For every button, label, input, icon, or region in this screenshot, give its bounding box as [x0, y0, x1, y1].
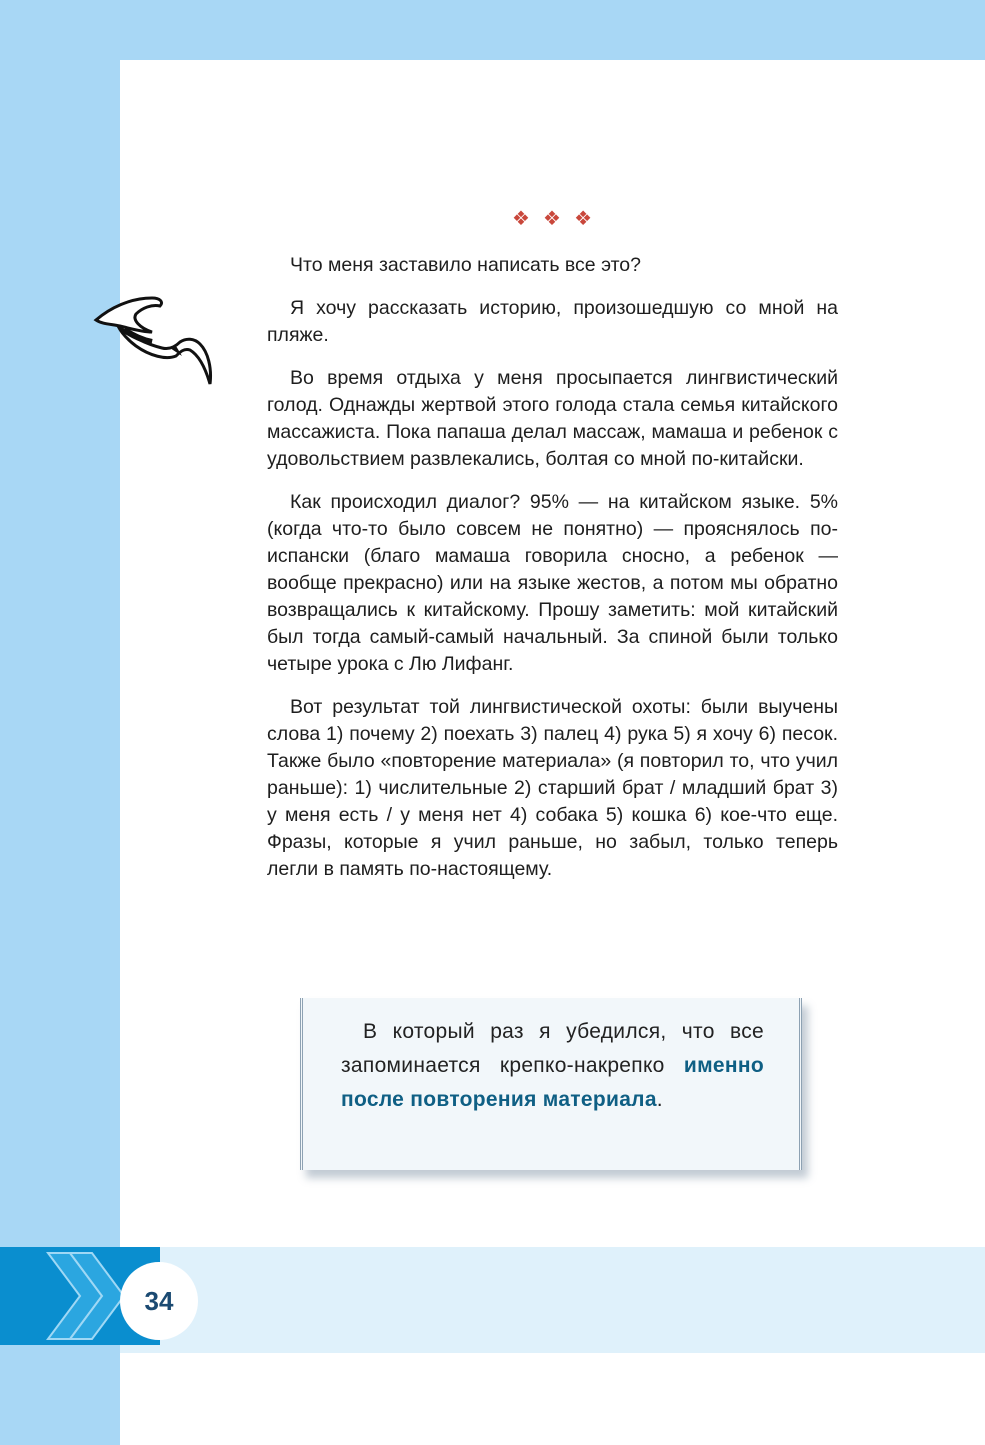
- left-frame-band: [0, 0, 120, 1445]
- top-frame-band: [0, 0, 985, 60]
- callout-text-before: В который раз я убедился, что все запоминается крепко-накрепко: [341, 1020, 764, 1077]
- section-ornament: [512, 206, 592, 230]
- page-number: 34: [144, 1285, 174, 1316]
- callout-box: [300, 998, 802, 1170]
- ornament-diamond-icon: ❖: [543, 207, 561, 230]
- paragraph: Вот результат той лингвистической охоты: были выучены слова 1) почему 2) поехать 3) палец 4) рука 5) я хочу 6) песок. Также было «повторение материала» (я повторил то, что учил раньше): 1) числительные 2) старший брат / младший брат 3) у меня есть / у меня нет 4) собака 5) кошка 6) кое-что еще. Фразы, которые я учил раньше, но забыл, только теперь легли в память по-настоящему.: [267, 696, 838, 880]
- paragraph: Как происходил диалог? 95% — на китайском языке. 5% (когда что-то было совсем не понятно) — прояснялось по-испански (благо мамаша говорила сносно, а ребенок — вообще прекрасно) или на языке жестов, а потом мы обратно возвращались к китайскому. Прошу заметить: мой китайский был тогда самый-самый начальный. За спиной были только четыре урока с Лю Лифанг.: [267, 491, 838, 675]
- ornament-diamond-icon: ❖: [512, 207, 530, 230]
- page-number-badge: [120, 1262, 198, 1340]
- paragraph: Во время отдыха у меня просыпается лингвистический голод. Однажды жертвой этого голода стала семья китайского массажиста. Пока папаша делал массаж, мамаша и ребенок с удовольствием развлекались, болтая со мной по-китайски.: [267, 367, 838, 470]
- paragraph: Я хочу рассказать историю, произошедшую со мной на пляже.: [267, 297, 838, 346]
- callout-highlight: именно после повторения материала: [341, 1054, 764, 1111]
- seagull-icon: [90, 290, 220, 390]
- main-text: [267, 252, 838, 899]
- callout-text: [341, 1015, 764, 1117]
- callout-text-after: .: [656, 1088, 663, 1111]
- double-chevron-icon: [40, 1247, 130, 1345]
- footer-band: [120, 1247, 985, 1353]
- ornament-diamond-icon: ❖: [574, 207, 592, 230]
- paragraph: Что меня заставило написать все это?: [290, 254, 641, 276]
